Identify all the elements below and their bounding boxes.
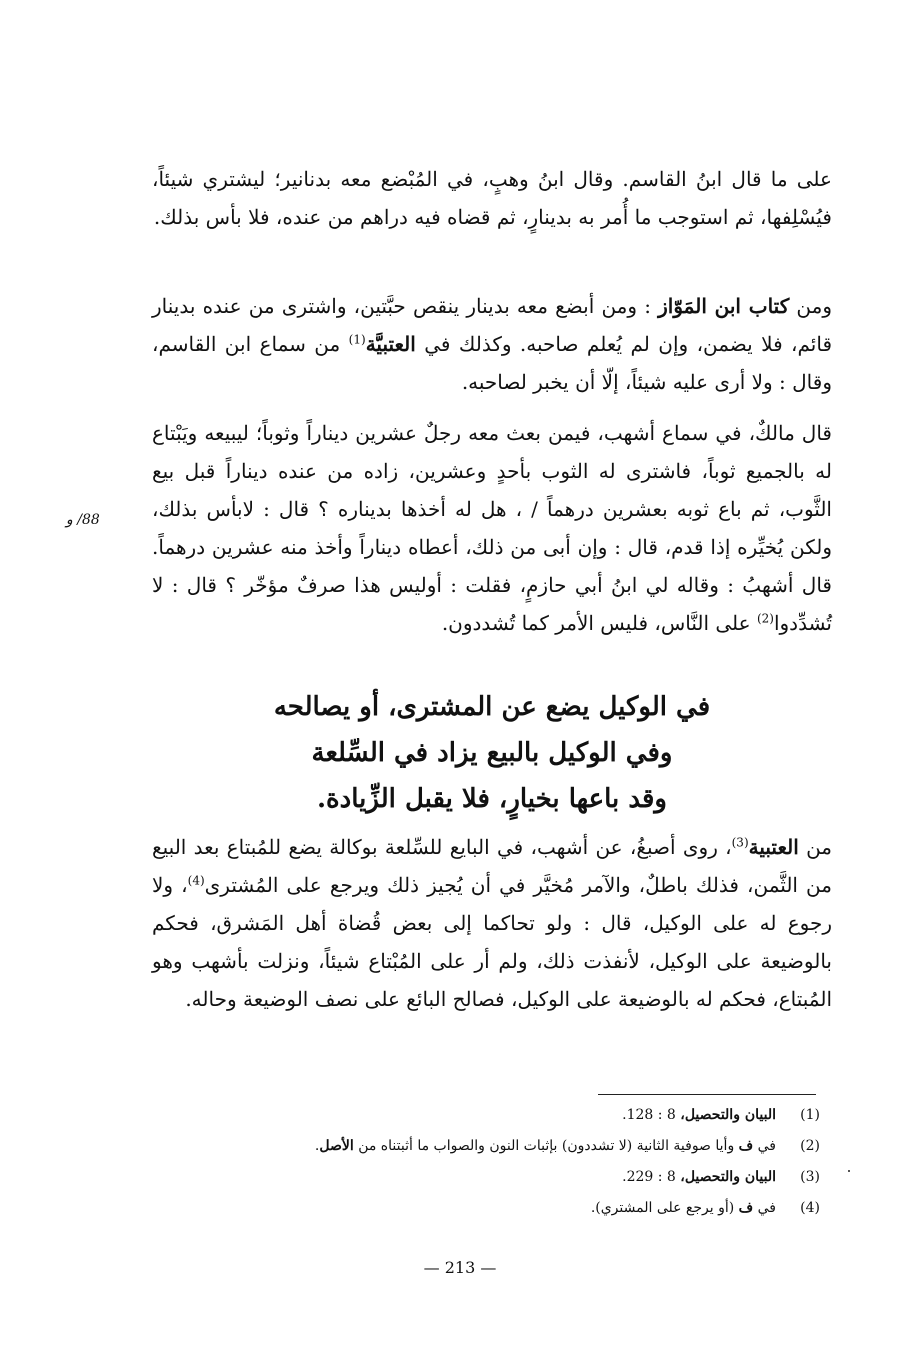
paragraph-1-text: على ما قال ابنُ القاسم. وقال ابنُ وهبٍ، في المُبْضع معه بدنانير؛ ليشتري شيئاً، فيُسْلِفها، ثم استوجب ما أُمر به بدينارٍ، ثم قضاه فيه دراهم من عنده، فلا بأس بذلك.	[152, 167, 832, 229]
footnote-3	[180, 1162, 820, 1193]
paragraph-4-text-a: ، روى أصبغُ، عن أشهب، في البايع للسِّلعة بوكالة يضع للمُبتاع بعد البيع من الثَّمن، فذلك باطلٌ، والآمر مُخيَّر في أن يُجيز ذلك ويرجع على المُشترى	[152, 835, 832, 897]
footnote-2	[180, 1131, 820, 1162]
footnote-number: (4)	[800, 1200, 820, 1216]
footnote-text: (أو يرجع على المشتري).	[590, 1200, 739, 1216]
paragraph-2	[152, 287, 832, 401]
section-heading-line-1: في الوكيل يضع عن المشترى، أو يصالحه	[273, 692, 711, 722]
footnote-ref-3: (3)	[731, 835, 749, 850]
footnote-source: البيان والتحصيل،	[680, 1169, 776, 1185]
paragraph-3	[152, 414, 832, 642]
paragraph-3-text-a: قال مالكٌ، في سماع أشهب، فيمن بعث معه رجلٌ عشرين ديناراً وثوباً؛ ليبيعه ويَبْتاع له بالجميع ثوباً، فاشترى له الثوب بأحدٍ وعشرين، زاده من عنده ديناراً قبل بيع الثَّوب، ثم باع ثوبه بعشرين درهماً / ، هل له أخذها بديناره ؟ قال : لابأس بذلك، ولكن يُخيِّره إذا قدم، قال : وإن أبى من ذلك، أعطاه ديناراً وأخذ منه عشرين درهماً. قال أشهبُ : وقاله لي ابنُ أبي حازمٍ، فقلت : أوليس هذا صرفٌ مؤخّر ؟ قال : لا تُشدِّدوا	[152, 421, 832, 635]
section-heading-line-2: وفي الوكيل بالبيع يزاد في السِّلعة	[311, 738, 673, 768]
footnote-number: (1)	[800, 1107, 820, 1123]
footnote-source: الأصل	[319, 1138, 354, 1154]
book-title-utbiyya-2: العتبية	[748, 835, 799, 859]
paragraph-1	[152, 160, 832, 236]
footnote-4	[180, 1193, 820, 1224]
footnote-1	[180, 1100, 820, 1131]
section-heading	[152, 684, 832, 822]
footnotes	[180, 1100, 820, 1224]
footnote-source: البيان والتحصيل،	[680, 1107, 776, 1123]
paragraph-2-lead: ومن	[796, 294, 833, 318]
book-title-ibn-almawwaz: كتاب ابن المَوّاز	[658, 294, 790, 318]
scan-speck	[848, 1170, 850, 1172]
footnote-separator	[598, 1094, 816, 1095]
book-title-utbiyya: العتبيَّة	[365, 332, 416, 356]
paragraph-4-text-b: ، ولا رجوع له على الوكيل، قال : ولو تحاكما إلى بعض قُضاة أهل المَشرق، فحكم بالوضيعة على الوكيل، لأنفذت ذلك، ولم أر على المُبْتاع شيئاً، ونزلت بأشهب وهو المُبتاع، فحكم له بالوضيعة على الوكيل، فصالح البائع على نصف الوضيعة وحاله.	[152, 873, 832, 1011]
footnote-ref-1: (1)	[348, 332, 366, 347]
paragraph-2-tail: من سماع ابن القاسم، وقال : ولا أرى عليه شيئاً، إلّا أن يخبر لصاحبه.	[152, 332, 832, 394]
footnote-prefix: في	[753, 1138, 776, 1154]
footnote-manuscript-siglum: ف	[738, 1200, 754, 1216]
footnote-ref-4: (4)	[187, 873, 205, 888]
footnote-suffix: .	[314, 1138, 320, 1154]
paragraph-4	[152, 828, 832, 1018]
paragraph-3-text-b: على النَّاس، فليس الأمر كما تُشددون.	[441, 611, 751, 635]
footnote-manuscript-siglum: ف	[738, 1138, 754, 1154]
footnote-prefix: في	[753, 1200, 776, 1216]
footnote-number: (2)	[800, 1138, 820, 1154]
footnote-text: 8 : 128.	[622, 1107, 681, 1123]
paragraph-4-lead: من	[806, 835, 833, 859]
footnote-ref-2: (2)	[756, 611, 774, 626]
footnote-text: وأيا صوفية الثانية (لا تشددون) بإثبات النون والصواب ما أثبتناه من	[353, 1138, 739, 1154]
manuscript-folio-marker: 88/ و	[66, 512, 100, 528]
paragraph-2-body: : ومن أبضع معه بدينار ينقص حبَّتين، واشترى من عنده بدينار قائم، فلا يضمن، وإن لم يُعلم صاحبه. وكذلك في	[152, 294, 833, 356]
page-number: — 213 —	[423, 1258, 497, 1277]
footnote-number: (3)	[800, 1169, 820, 1185]
section-heading-line-3: وقد باعها بخيارٍ، فلا يقبل الزِّيادة.	[317, 784, 667, 814]
footnote-text: 8 : 229.	[622, 1169, 681, 1185]
